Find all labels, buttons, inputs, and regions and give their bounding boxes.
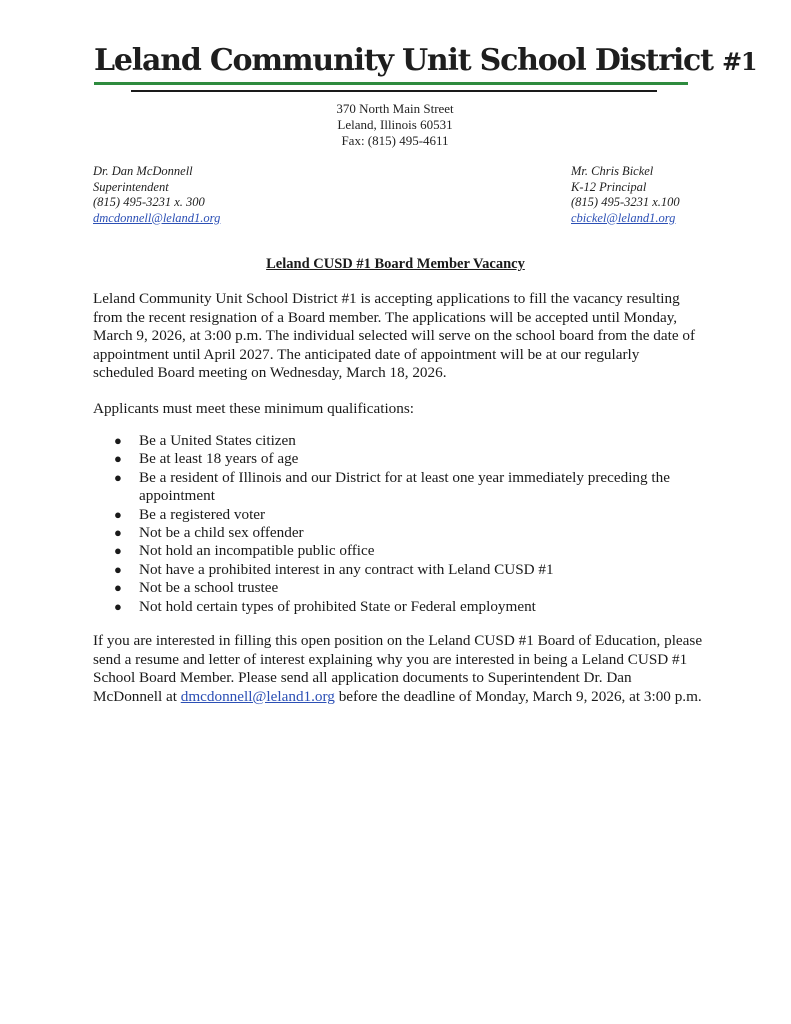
qualification-text: Not have a prohibited interest in any contract with Leland CUSD #1 xyxy=(139,560,554,578)
bullet-icon: ● xyxy=(114,525,122,541)
bullet-icon: ● xyxy=(114,543,122,559)
qualification-text: Be at least 18 years of age xyxy=(139,450,299,468)
district-address xyxy=(290,101,500,149)
bullet-icon: ● xyxy=(114,451,122,467)
contact-title: K-12 Principal xyxy=(571,179,647,194)
list-item xyxy=(93,450,703,468)
qualification-text: Not hold an incompatible public office xyxy=(139,542,375,560)
bullet-icon: ● xyxy=(114,433,122,448)
qualifications-list xyxy=(93,432,703,616)
bullet-icon: ● xyxy=(114,469,122,485)
bullet-icon: ● xyxy=(114,506,122,522)
contact-superintendent xyxy=(93,164,220,226)
address-city: Leland, Illinois 60531 xyxy=(337,117,453,132)
green-divider xyxy=(94,82,688,85)
list-item xyxy=(93,598,703,616)
bullet-icon: ● xyxy=(114,580,122,596)
contact-title: Superintendent xyxy=(93,179,169,194)
list-item xyxy=(93,579,703,597)
address-fax: Fax: (815) 495-4611 xyxy=(341,133,449,148)
contact-principal xyxy=(571,164,680,226)
superintendent-email-link[interactable]: dmcdonnell@leland1.org xyxy=(180,687,335,705)
closing-text-end: before the deadline of Monday, March 9, 2026, at 3:00 p.m. xyxy=(334,687,702,705)
bullet-icon: ● xyxy=(114,598,122,614)
qualification-text: Not be a school trustee xyxy=(139,579,279,597)
contact-name: Dr. Dan McDonnell xyxy=(93,164,193,178)
qualification-text: Be a resident of Illinois and our District for at least one year immediately preceding the appointment xyxy=(139,468,670,505)
district-number: #1 xyxy=(722,47,757,76)
contact-email-link[interactable]: dmcdonnell@leland1.org xyxy=(93,210,221,225)
address-street: 370 North Main Street xyxy=(336,101,454,116)
qualification-text: Be a United States citizen xyxy=(139,432,296,449)
qualification-text: Not be a child sex offender xyxy=(139,524,304,542)
list-item xyxy=(93,542,703,560)
closing-paragraph xyxy=(93,632,703,706)
list-item xyxy=(93,469,703,506)
qualifications-intro: Applicants must meet these minimum qualifications: xyxy=(93,400,414,417)
list-item xyxy=(93,506,703,524)
qualification-text: Not hold certain types of prohibited State or Federal employment xyxy=(139,597,536,615)
contact-email-link[interactable]: cbickel@leland1.org xyxy=(571,210,676,225)
list-item xyxy=(93,432,703,450)
closing-text-start: If you are interested in filling this open position on the Leland CUSD #1 Board of Education, please send a resume and letter of interest explaining why you are interested in being a Leland CUSD #1 School Board Member. Please send all application documents to Superintendent Dr. Dan McDonnell at xyxy=(93,632,703,705)
notice-paragraph: Leland Community Unit School District #1 is accepting applications to fill the vacancy resulting from the recent resignation of a Board member. The applications will be accepted until Monday, March 9, 2026, at 3:00 p.m. The individual selected will serve on the school board from the date of appointment until April 2027. The anticipated date of appointment will be at our regularly scheduled Board meeting on Wednesday, March 18, 2026. xyxy=(93,290,696,382)
district-name: Leland Community Unit School District xyxy=(94,43,713,78)
qualification-text: Be a registered voter xyxy=(139,505,266,523)
contact-name: Mr. Chris Bickel xyxy=(571,164,654,178)
black-divider xyxy=(131,90,657,92)
list-item xyxy=(93,524,703,542)
page-title xyxy=(94,40,757,83)
bullet-icon: ● xyxy=(114,561,122,577)
contact-phone: (815) 495-3231 x. 300 xyxy=(93,195,205,209)
notice-heading: Leland CUSD #1 Board Member Vacancy xyxy=(266,256,525,272)
list-item xyxy=(93,561,703,579)
contact-phone: (815) 495-3231 x.100 xyxy=(571,195,680,209)
